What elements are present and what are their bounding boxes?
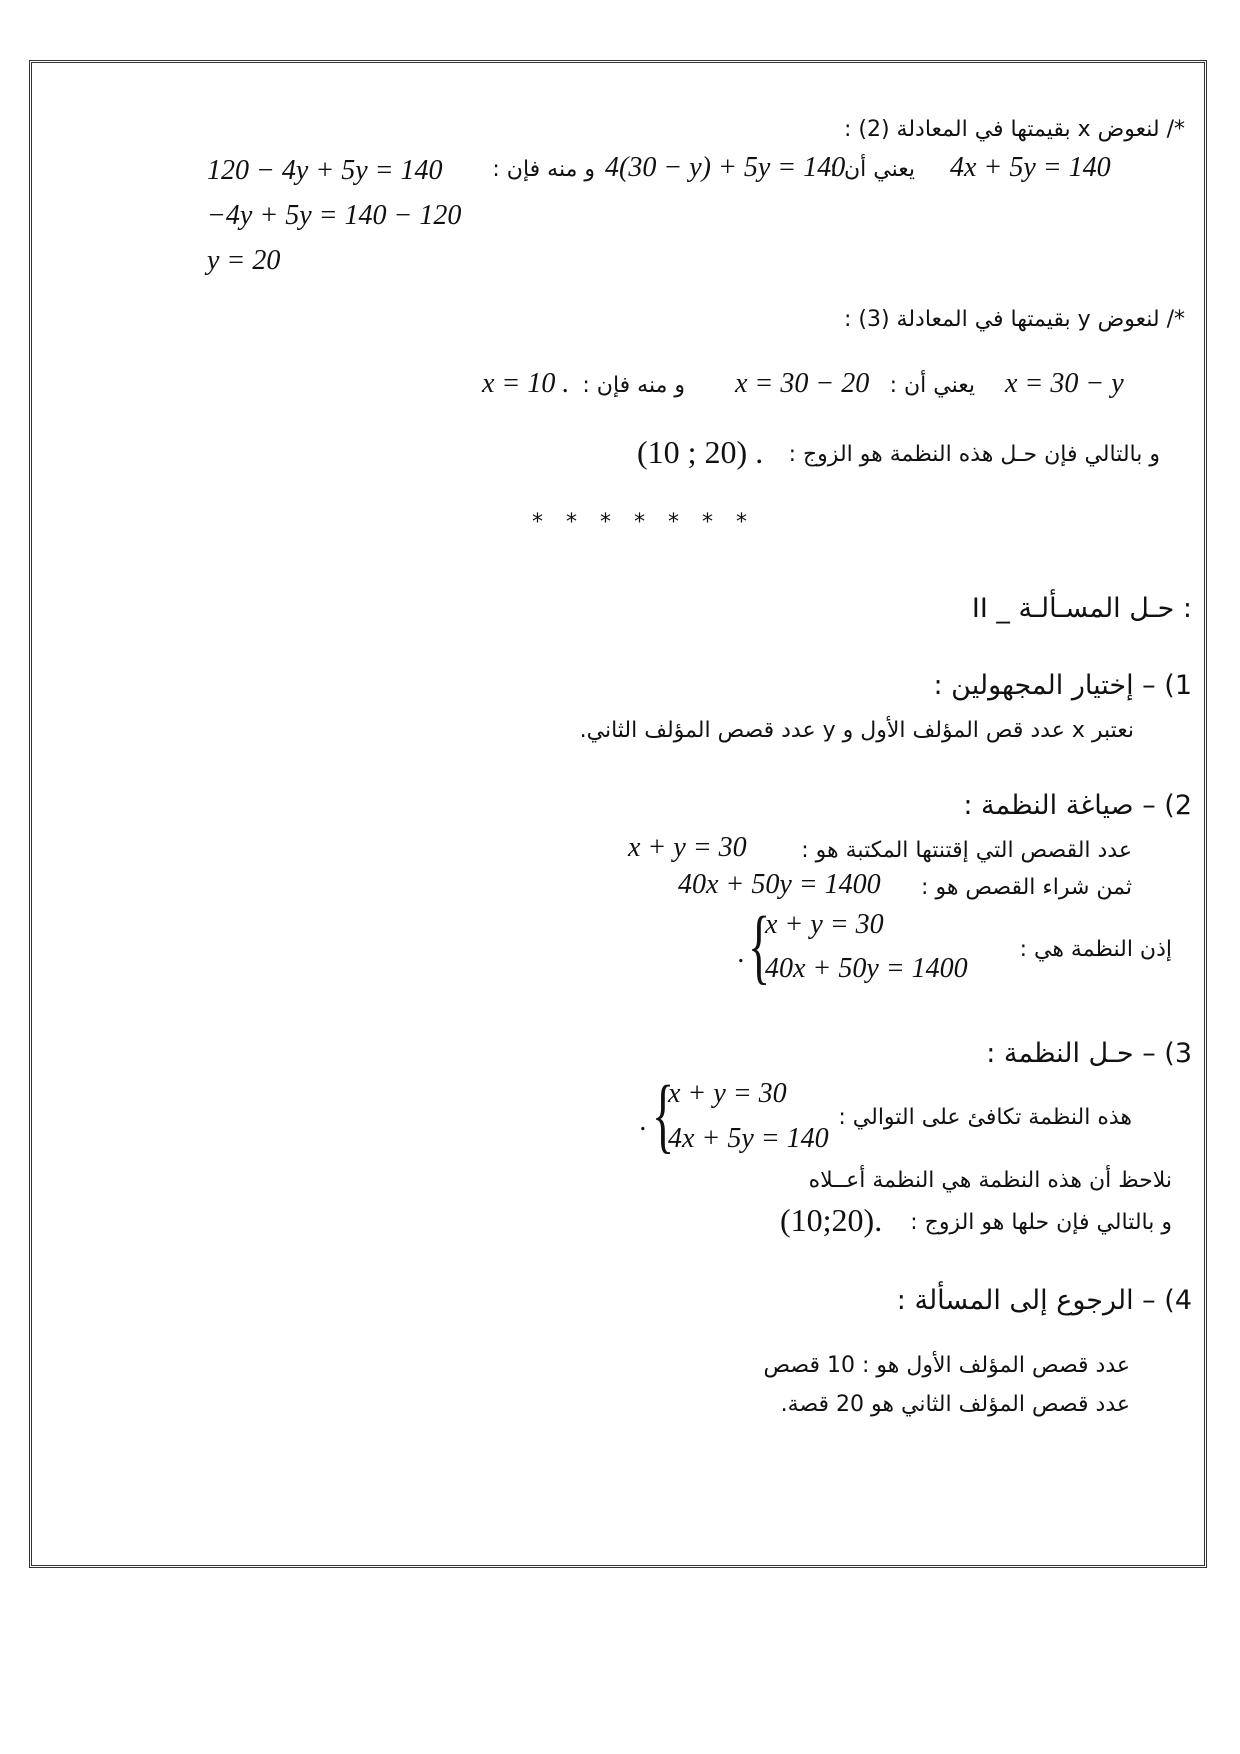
system2-equation-2: 4x + 5y = 140 [668,1123,829,1154]
substitute-y-intro: */ لنعوض y بقيمتها في المعادلة (3) : [843,307,1185,332]
therefore-label-2: و منه فإن : [582,373,685,398]
equation-expanded: 120 − 4y + 5y = 140 [207,155,443,186]
step3-conclusion: و بالتالي فإن حلها هو الزوج : [910,1210,1172,1235]
system1-equation-1: x + y = 30 [765,909,884,940]
equation-grouped: −4y + 5y = 140 − 120 [207,200,462,231]
solution-conclusion: و بالتالي فإن حـل هذه النظمة هو الزوج : [788,442,1160,467]
equation-x-value: x = 10 . [482,368,570,399]
system1-equation-2: 40x + 50y = 1400 [765,953,968,984]
equation-4x-5y: 4x + 5y = 140 [950,152,1111,183]
meaning-label: يعني أن : [829,157,915,182]
step1-title: 1) – إختيار المجهولين : [933,670,1192,701]
step4-title: 4) – الرجوع إلى المسألة : [896,1285,1192,1316]
step3-note: نلاحظ أن هذه النظمة هي النظمة أعــلاه [808,1168,1172,1193]
meaning-label-2: يعني أن : [889,373,975,398]
step2-books-count-label: عدد القصص التي إقتنتها المكتبة هو : [801,838,1132,863]
step3-equivalent-label: هذه النظمة تكافئ على التوالي : [838,1105,1132,1130]
step2-title: 2) – صياغة النظمة : [963,790,1192,821]
equation-x-numeric: x = 30 − 20 [735,368,870,399]
separator-stars: * * * * * * * [532,510,755,535]
step2-price-label: ثمن شراء القصص هو : [921,875,1132,900]
equation-y-value: y = 20 [207,245,281,276]
system2-equation-1: x + y = 30 [668,1078,787,1109]
section-ii-title: II _ حـل المسـألـة : [971,593,1192,624]
system1-period: . [738,938,745,969]
equation-substituted: 4(30 − y) + 5y = 140 [605,152,846,183]
step3-title: 3) – حـل النظمة : [986,1038,1192,1069]
therefore-label: و منه فإن : [492,157,595,182]
system2-period: . [640,1106,647,1137]
equation-price: 40x + 50y = 1400 [678,869,881,900]
solution-pair-2: (10;20). [780,1202,883,1238]
equation-sum: x + y = 30 [628,832,747,863]
step1-text: نعتبر x عدد قص المؤلف الأول و y عدد قصص المؤلف الثاني. [579,718,1134,743]
step4-first-author: عدد قصص المؤلف الأول هو : 10 قصص [763,1353,1130,1378]
system2-brace: { [652,1069,675,1162]
equation-x-expression: x = 30 − y [1005,368,1124,399]
substitute-x-intro: */ لنعوض x بقيمتها في المعادلة (2) : [843,117,1185,142]
step4-second-author: عدد قصص المؤلف الثاني هو 20 قصة. [780,1392,1130,1417]
step2-system-label: إذن النظمة هي : [1019,937,1172,962]
system1-brace: { [748,900,771,993]
solution-pair: (10 ; 20) . [637,434,764,470]
